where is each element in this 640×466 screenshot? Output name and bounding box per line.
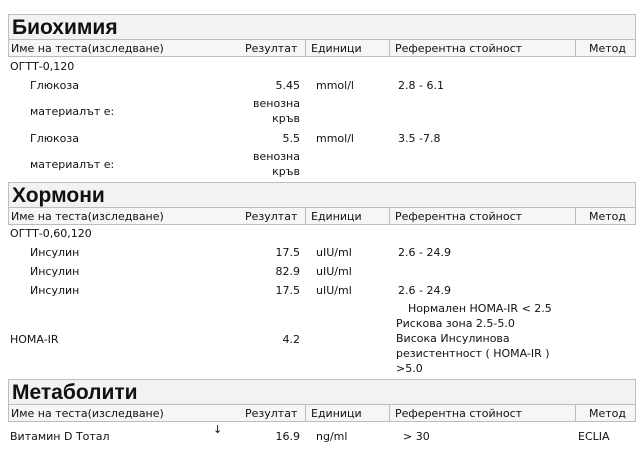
test-result: 82.9 [275, 265, 300, 278]
test-result: 17.5 [275, 246, 300, 259]
test-name: материалът е: [30, 105, 115, 118]
divider [305, 208, 306, 224]
test-reference: 3.5 -7.8 [398, 132, 441, 145]
group-row [8, 225, 636, 243]
table-row [8, 262, 636, 281]
test-name: материалът е: [30, 158, 115, 171]
test-result-line1: венозна [253, 150, 300, 163]
test-reference: 2.6 - 24.9 [398, 246, 451, 259]
header-units: Единици [311, 407, 362, 420]
header-units: Единици [311, 210, 362, 223]
test-name: Глюкоза [30, 79, 79, 92]
table-header [8, 208, 636, 225]
header-reference: Референтна стойност [395, 42, 523, 55]
reference-line: Рискова зона 2.5-5.0 [396, 317, 515, 330]
header-method: Метод [589, 42, 627, 55]
test-unit: uIU/ml [316, 284, 352, 297]
table-header [8, 405, 636, 422]
table-row [8, 422, 636, 446]
test-result-line1: венозна [253, 97, 300, 110]
test-result: 4.2 [282, 333, 300, 346]
header-result: Резултат [245, 42, 298, 55]
section-title-hormones: Хормони [8, 182, 636, 208]
group-label: ОГТТ-0,60,120 [10, 227, 92, 240]
divider [575, 40, 576, 56]
test-unit: uIU/ml [316, 246, 352, 259]
header-result: Резултат [245, 210, 298, 223]
group-row [8, 57, 636, 76]
reference-line: >5.0 [396, 362, 423, 375]
test-result-line2: кръв [272, 112, 300, 125]
table-row [8, 95, 636, 129]
header-test-name: Име на теста(изследване) [11, 42, 164, 55]
homa-reference [396, 301, 552, 376]
table-header [8, 40, 636, 57]
test-name: Инсулин [30, 284, 80, 297]
test-unit: uIU/ml [316, 265, 352, 278]
table-row-homa [8, 300, 636, 379]
header-method: Метод [589, 407, 627, 420]
table-row [8, 148, 636, 182]
test-result: 16.9 [275, 430, 300, 443]
test-unit: mmol/l [316, 79, 354, 92]
header-units: Единици [311, 42, 362, 55]
test-name: Глюкоза [30, 132, 79, 145]
test-result-line2: кръв [272, 165, 300, 178]
test-name: Инсулин [30, 265, 80, 278]
divider [389, 40, 390, 56]
divider [389, 208, 390, 224]
reference-line: Висока Инсулинова [396, 332, 510, 345]
test-name: Витамин D Тотал [10, 430, 110, 443]
header-test-name: Име на теста(изследване) [11, 210, 164, 223]
test-reference: > 30 [403, 430, 430, 443]
lab-report [8, 14, 636, 446]
header-result: Резултат [245, 407, 298, 420]
test-reference: 2.6 - 24.9 [398, 284, 451, 297]
divider [575, 208, 576, 224]
test-method: ECLIA [578, 430, 610, 443]
divider [305, 40, 306, 56]
divider [389, 405, 390, 421]
section-title-biochemistry: Биохимия [8, 14, 636, 40]
test-result: 5.5 [282, 132, 300, 145]
header-method: Метод [589, 210, 627, 223]
test-name: HOMA-IR [10, 333, 59, 346]
header-reference: Референтна стойност [395, 407, 523, 420]
test-unit: ng/ml [316, 430, 348, 443]
group-label: ОГТТ-0,120 [10, 60, 75, 73]
header-reference: Референтна стойност [395, 210, 523, 223]
test-unit: mmol/l [316, 132, 354, 145]
table-row [8, 129, 636, 148]
section-title-metabolites: Метаболити [8, 379, 636, 405]
reference-line: резистентност ( HOMA-IR ) [396, 347, 550, 360]
table-row [8, 281, 636, 300]
test-name: Инсулин [30, 246, 80, 259]
table-row [8, 243, 636, 262]
divider [305, 405, 306, 421]
header-test-name: Име на теста(изследване) [11, 407, 164, 420]
low-flag-icon: ↓ [213, 423, 223, 436]
test-reference: 2.8 - 6.1 [398, 79, 444, 92]
test-result: 5.45 [275, 79, 300, 92]
table-row [8, 76, 636, 95]
reference-line: Нормален HOMA-IR < 2.5 [408, 302, 552, 315]
divider [575, 405, 576, 421]
test-result: 17.5 [275, 284, 300, 297]
